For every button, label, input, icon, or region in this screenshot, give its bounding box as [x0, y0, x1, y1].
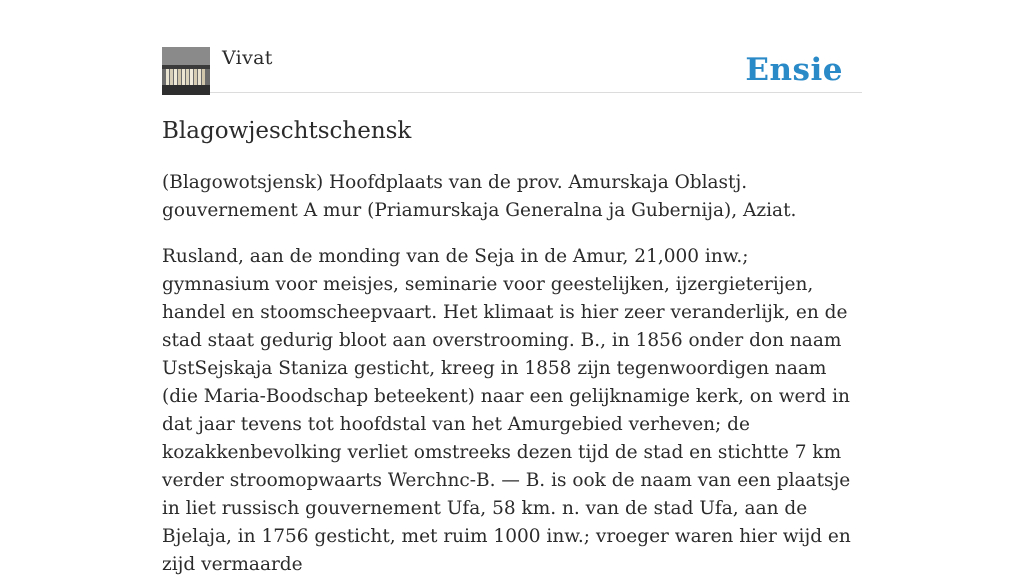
article-page	[162, 0, 862, 575]
article-title: Blagowjeschtschensk	[162, 118, 412, 144]
article-paragraph-2: Rusland, aan de monding van de Seja in de Amur, 21,000 inw.; gymnasium voor meisjes, seminarie voor geestelijken, ijzergieterijen, handel en stoomscheepvaart. Het klimaat is hier zeer veranderlijk, en de stad staat gedurig bloot aan overstrooming. B., in 1856 onder don naam UstSejskaja Staniza gesticht, kreeg in 1858 zijn tegenwoordigen naam (die Maria-Boodschap beteekent) naar een gelijknamige kerk, on werd in dat jaar tevens tot hoofdstal van het Amurgebied verheven; de kozakkenbevolking verliet omstreeks dezen tijd de stad en stichtte 7 km verder stroomopwaarts Werchnc-B. — B. is ook de naam van een plaatsje in liet russisch gouvernement Ufa, 58 km. n. van de stad Ufa, aan de Bjelaja, in 1756 gesticht, met ruim 1000 inw.; vroeger waren hier wijd en zijd vermaarde	[162, 246, 851, 575]
books-avatar-icon[interactable]	[162, 47, 210, 95]
article-paragraph-1: (Blagowotsjensk) Hoofdplaats van de prov. Amurskaja Oblastj. gouvernement A mur (Priamurskaja Generalna ja Gubernija), Aziat.	[162, 172, 797, 221]
ensie-logo[interactable]: Ensie	[745, 52, 843, 88]
article-header	[162, 46, 862, 93]
author-name[interactable]: Vivat	[222, 47, 273, 69]
